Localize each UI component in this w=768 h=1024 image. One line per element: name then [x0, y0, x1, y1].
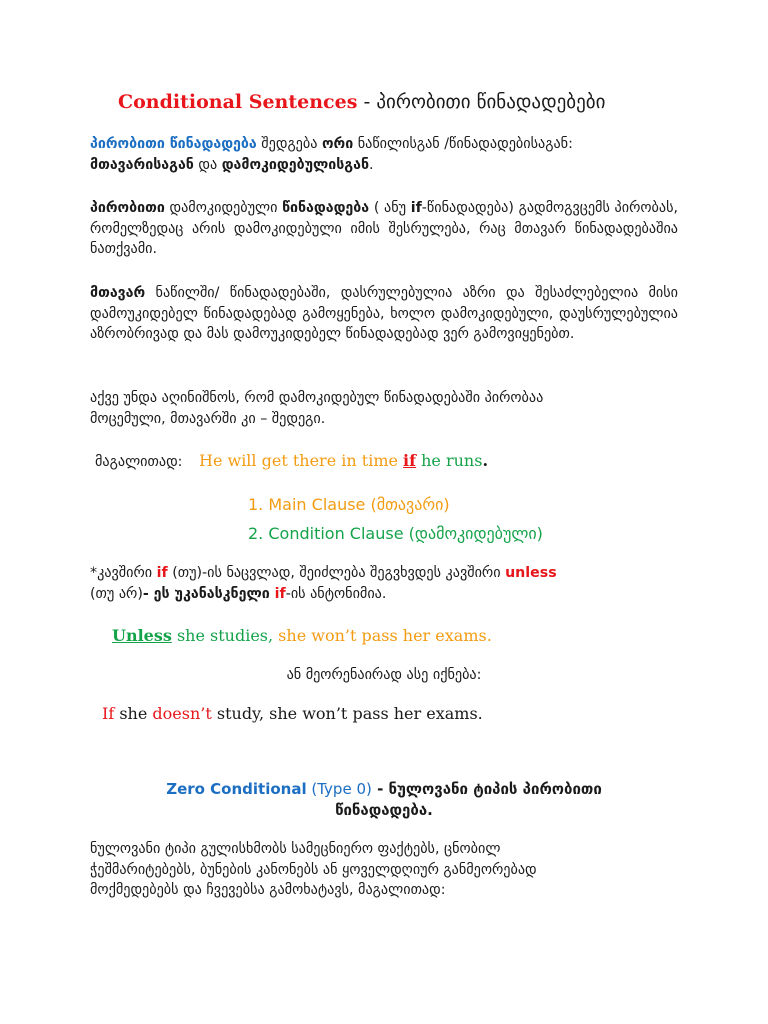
- list-number: 2.: [248, 524, 264, 543]
- text: - ეს უკანასკნელი: [142, 585, 275, 602]
- main-clause-text: she won’t pass her exams.: [273, 626, 492, 645]
- text: დამოკიდებული: [164, 200, 283, 216]
- title-english: Conditional Sentences: [118, 91, 358, 113]
- text-line: აქვე უნდა აღინიშნოს, რომ დამოკიდებულ წინადადებაში პირობაა: [90, 390, 544, 406]
- text-line: მოქმედებებს და ჩვევებსა გამოხატავს, მაგალითად:: [90, 882, 446, 898]
- text: -ის ანტონიმია.: [285, 585, 387, 602]
- unless-keyword: Unless: [112, 626, 172, 645]
- text: she: [114, 704, 153, 723]
- text: ( ანუ: [369, 200, 411, 216]
- text: .: [369, 156, 374, 173]
- main-clause-paragraph: [90, 283, 678, 345]
- note-paragraph: [90, 388, 678, 429]
- text: (თუ)-ის ნაცვლად, შეიძლება შეგვხვდეს კავშირი: [167, 565, 506, 581]
- list-item-condition-clause: [248, 524, 543, 543]
- negation-text: doesn’t: [152, 704, 212, 723]
- text: ნაწილში/ წინადადებაში, დასრულებულია აზრი და შესაძლებელია მისი დამოუკიდებელ წინადადებად გამოყენება, ხოლო დამოკიდებული, დაუსრულებულია აზრობრივად და მას დამოუკიდებელ წინადადებად ვერ გამოვიყენებთ.: [90, 285, 678, 342]
- term-dependent: დამოკიდებულისგან: [221, 156, 370, 173]
- text-line: ჭეშმარიტებებს, ბუნების კანონებს ან ყოველდღიურ განმეორებად: [90, 861, 537, 878]
- page-title: [118, 91, 605, 113]
- term-main-clause: მთავარ: [90, 285, 146, 301]
- title-georgian: პირობითი წინადადებები: [376, 91, 606, 113]
- georgian-title: - ნულოვანი ტიპის პირობითი: [371, 780, 602, 798]
- term-two: ორი: [321, 136, 354, 152]
- georgian-title-cont: წინადადება.: [335, 801, 433, 819]
- term-conditional: პირობითი: [90, 200, 165, 216]
- text: study, she won’t pass her exams.: [211, 704, 483, 723]
- condition-clause-text: she studies,: [171, 626, 274, 645]
- condition-clause-text: he runs: [416, 451, 483, 470]
- period: .: [482, 451, 489, 470]
- example-label: მაგალითად:: [95, 454, 183, 470]
- example-sentence-1: [95, 451, 488, 470]
- text: -წინადადება) გადმოგვცემს პირობას, რომელზედაც არის დამოკიდებული იმის შესრულება, რაც მთავარ წინადადებაშია ნათქვამი.: [90, 200, 678, 257]
- if-keyword: if: [274, 585, 286, 602]
- text-line: მოცემული, მთავარში კი – შედეგი.: [90, 410, 326, 427]
- title-separator: -: [357, 91, 377, 113]
- conditional-clause-paragraph: [90, 198, 678, 260]
- if-keyword: If: [102, 704, 115, 723]
- text: ნაწილისგან /წინადადებისაგან:: [353, 136, 573, 152]
- list-text: Main Clause (მთავარი): [268, 495, 450, 514]
- zero-conditional-title: Zero Conditional: [166, 780, 307, 798]
- text: (თუ არ): [90, 585, 143, 602]
- text: შედგება: [256, 136, 322, 152]
- term-if: if: [410, 200, 422, 216]
- if-keyword: if: [403, 451, 417, 470]
- list-number: 1.: [248, 495, 264, 514]
- example-sentence-unless: [112, 626, 492, 645]
- list-text: Condition Clause (დამოკიდებული): [268, 524, 543, 543]
- text: *კავშირი: [90, 565, 157, 581]
- zero-conditional-description: [90, 839, 678, 901]
- main-clause-text: He will get there in time: [198, 451, 404, 470]
- zero-conditional-heading: [0, 779, 768, 821]
- if-keyword: if: [156, 565, 168, 581]
- text-line: ნულოვანი ტიპი გულისხმობს სამეცნიერო ფაქტებს, ცნობილ: [90, 841, 501, 857]
- unless-paragraph: [90, 563, 678, 604]
- term-conditional-sentence: პირობითი წინადადება: [90, 136, 257, 152]
- intro-paragraph: [90, 134, 678, 175]
- term-sentence: წინადადება: [282, 200, 370, 216]
- list-item-main-clause: [248, 495, 450, 514]
- unless-keyword: unless: [505, 565, 557, 581]
- type-label: (Type 0): [306, 780, 372, 798]
- alternative-heading: ან მეორენაირად ასე იქნება:: [286, 667, 482, 683]
- example-sentence-if-not: [102, 704, 483, 723]
- text: და: [193, 156, 222, 173]
- term-main: მთავარისაგან: [90, 156, 194, 173]
